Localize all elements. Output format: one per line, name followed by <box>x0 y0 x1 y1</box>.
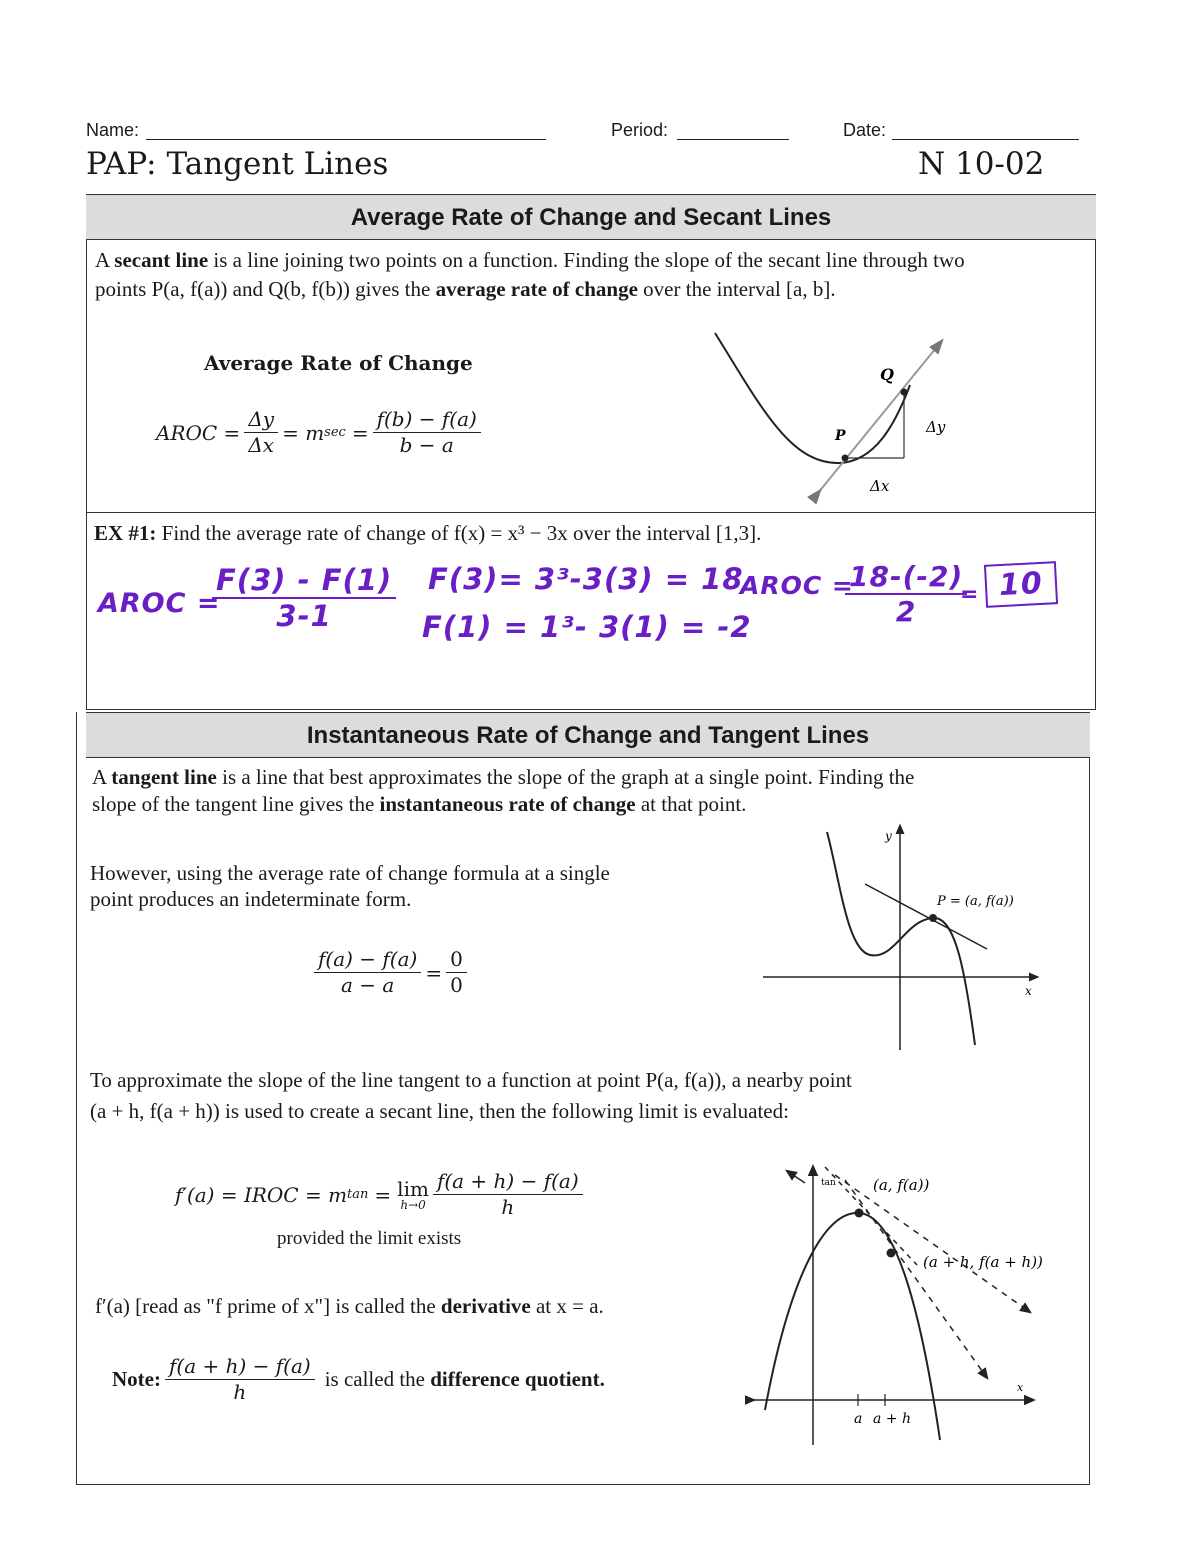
limit-label-p2: (a + h, f(a + h)) <box>923 1253 1043 1271</box>
approx-line2: (a + h, f(a + h)) is used to create a secant line, then the following limit is evaluated: <box>90 1099 789 1123</box>
section1-intro-line1: A secant line is a line joining two points on a function. Finding the slope of the secant line through two <box>95 248 965 272</box>
secant-curve <box>715 333 910 463</box>
work-answer: 10 <box>984 561 1058 608</box>
limit-point-a <box>855 1209 864 1218</box>
period-field[interactable] <box>677 139 789 140</box>
however-line2: point produces an indeterminate form. <box>90 887 412 911</box>
secant-line <box>818 343 940 493</box>
difference-quotient-note: Note: $\frac{f(a + h) - f(a)}{h}$ is called the difference quotient. <box>112 1354 605 1404</box>
aroc-title: Average Rate of Change <box>204 351 473 375</box>
limit-graph <box>745 1155 1065 1455</box>
limit-point-ah <box>887 1249 896 1258</box>
period-label: Period: <box>611 120 669 140</box>
example-prompt: EX #1: Find the average rate of change of f(x) = x³ − 3x over the interval [1,3]. <box>94 521 762 545</box>
page-code: N 10-02 <box>918 146 1045 182</box>
tangent-point <box>929 914 937 922</box>
name-field[interactable] <box>146 139 546 140</box>
work-aroc-num: F(3) - F(1) <box>212 563 396 599</box>
limit-label-ah: a + h <box>873 1411 911 1427</box>
work-aroc-fraction <box>212 563 396 633</box>
work-aroc-den2: 2 <box>895 595 917 628</box>
top-left-arrow <box>790 1173 805 1183</box>
label-dy: Δy <box>926 418 946 436</box>
limit-label-p1: (a, f(a)) <box>873 1176 930 1194</box>
limit-formula: f′(a) = IROC = m tan = lim h→0 $\frac{f(a + h) - f(a)}{h}$ <box>175 1170 587 1219</box>
section2-intro-line2: slope of the tangent line gives the instantaneous rate of change at that point. <box>92 792 747 816</box>
tangent-y-label: y <box>885 829 892 843</box>
work-aroc-label2: AROC = <box>740 571 854 600</box>
label-p: P <box>835 428 846 444</box>
tangent-curve <box>827 832 975 1045</box>
section2-heading: Instantaneous Rate of Change and Tangent Lines <box>86 712 1090 758</box>
limit-curve <box>765 1213 940 1440</box>
limit-label-a: a <box>854 1411 863 1427</box>
work-aroc-num2: 18-(-2) <box>845 560 967 595</box>
aroc-formula: AROC = $\frac{\Delta y}{\Delta x}$ = m sec = $\frac{f(b) - f(a)}{b - a}$ <box>156 408 485 457</box>
section1-heading: Average Rate of Change and Secant Lines <box>86 194 1096 240</box>
secant-1 <box>835 1175 1027 1310</box>
section1-intro-line2: points P(a, f(a)) and Q(b, f(b)) gives the average rate of change over the interval [a, b]. <box>95 277 836 301</box>
secant-2 <box>845 1180 985 1375</box>
work-f1: F(1) = 1³- 3(1) = -2 <box>422 610 752 644</box>
label-dx: Δx <box>870 477 890 495</box>
limit-label-x: x <box>1017 1381 1024 1394</box>
however-line1: However, using the average rate of change formula at a single <box>90 861 610 885</box>
indeterminate-formula: $\frac{f(a) - f(a)}{a - a}$ = $\frac{0}{0}$ <box>310 948 471 997</box>
secant-graph <box>700 325 970 505</box>
date-field[interactable] <box>892 139 1079 140</box>
tangent-x-label: x <box>1025 984 1032 998</box>
tangent-p-label: P = (a, f(a)) <box>937 894 1014 909</box>
work-eq: = <box>960 582 980 607</box>
work-aroc-label: AROC = <box>98 588 221 619</box>
name-label: Name: <box>86 120 140 140</box>
date-label: Date: <box>843 120 887 140</box>
limit-label-tan: tan <box>821 1178 836 1188</box>
page-title: PAP: Tangent Lines <box>86 146 389 182</box>
point-p <box>842 455 849 462</box>
section2-intro-line1: A tangent line is a line that best approximates the slope of the graph at a single point. Finding the <box>92 765 915 789</box>
work-f3: F(3)= 3³-3(3) = 18 <box>428 562 744 596</box>
approx-line1: To approximate the slope of the line tangent to a function at point P(a, f(a)), a nearby point <box>90 1068 852 1092</box>
point-q <box>901 389 908 396</box>
work-aroc-fraction2 <box>845 560 967 628</box>
label-q: Q <box>880 365 894 384</box>
derivative-definition: f′(a) [read as "f prime of x"] is called the derivative at x = a. <box>95 1294 604 1318</box>
tangent-graph <box>755 820 1045 1055</box>
limit-note: provided the limit exists <box>277 1228 462 1249</box>
work-aroc-den: 3-1 <box>276 599 332 633</box>
